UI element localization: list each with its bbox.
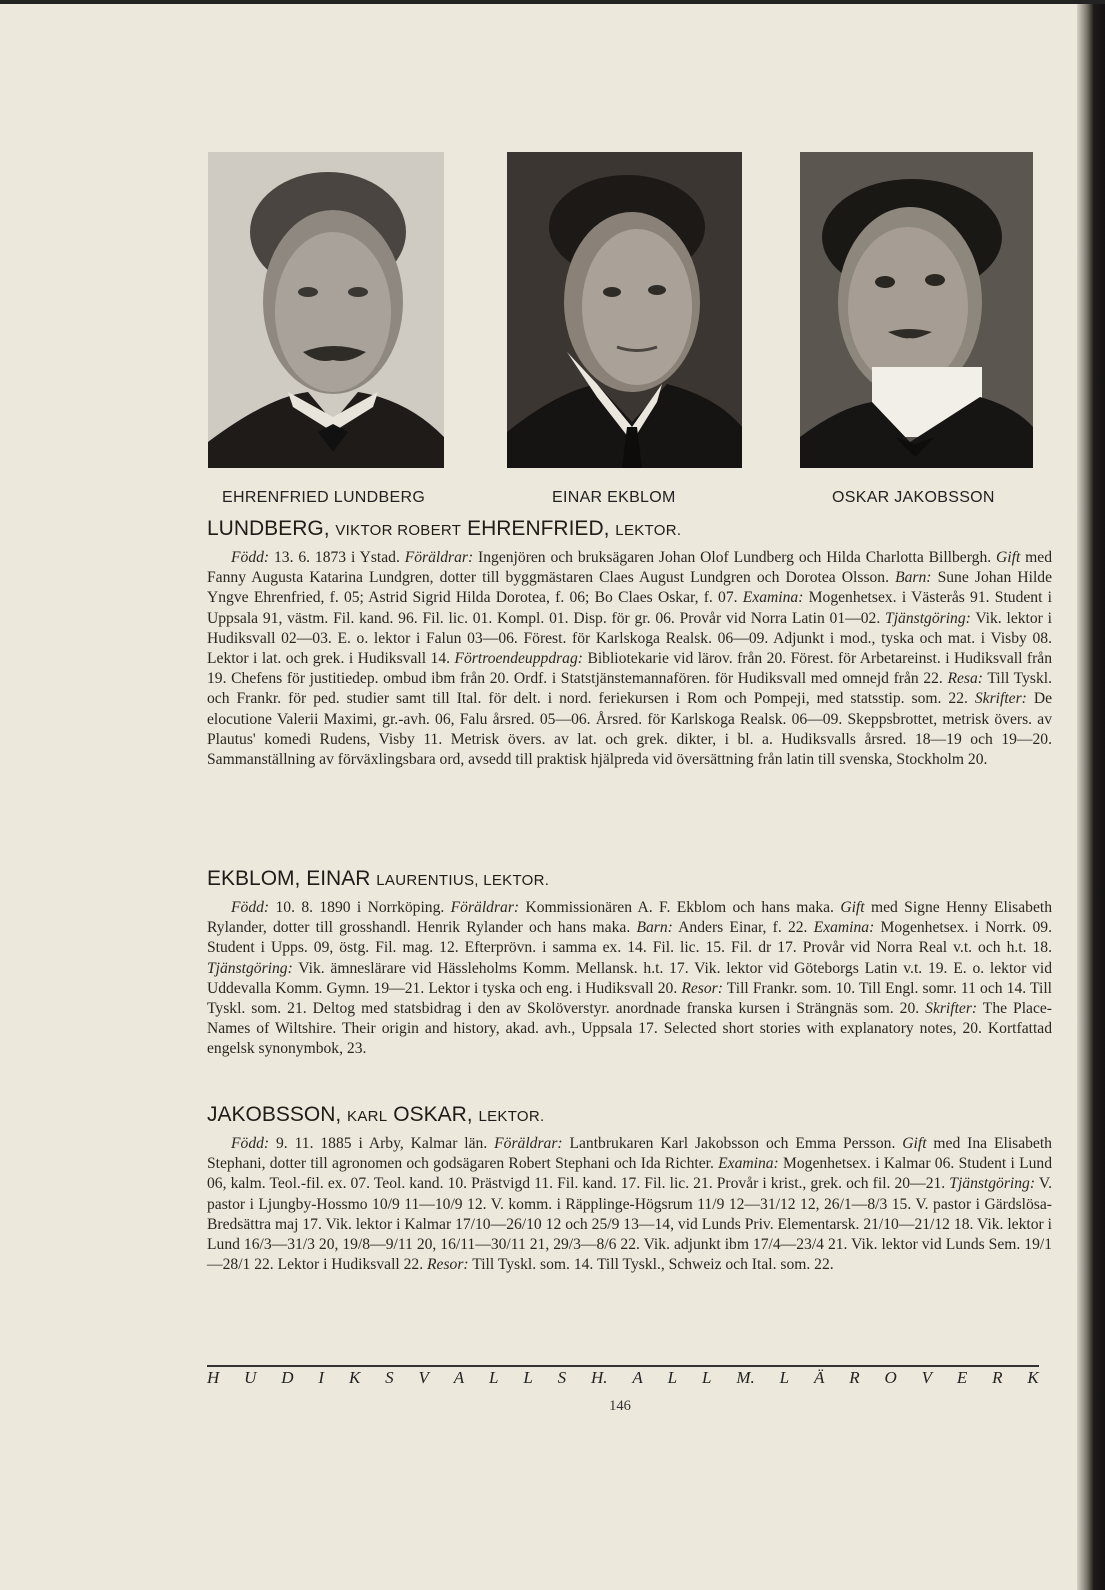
label-resor: Resor: [681,979,723,997]
footer-letter: E [956,1368,968,1387]
footer-letter: V [921,1368,932,1387]
portrait-lundberg [208,152,444,468]
text-examina: Mogenhetsex. i Norrk. 09. Student i Upps. 09, östg. Fil. mag. 12. Efterprövn. i samma ex. 14. Fil. lic. 15. Fil. dr 17. Provår vid Norra Real v.t. och h.t. 18. [207,919,1052,957]
footer-letter: H. [591,1368,608,1387]
footer-letter: K [348,1368,361,1387]
footer-letter: L [667,1368,678,1387]
portrait-ekblom [507,152,742,468]
called-name: EINAR [306,867,371,890]
text-fodd: 10. 8. 1890 i Norrköping. [269,899,451,916]
given-names: KARL [347,1108,388,1125]
footer-rule [207,1365,1039,1367]
entry-body [207,548,1052,770]
entry-body [207,898,1052,1060]
text-skrifter: De elocutione Valerii Maximi, gr.-avh. 06, Falu årsred. 05—06. Årsred. för Karlskoga Realsk. 06—09. Skeppsbrottet, metrisk övers. av Plautus' komedi Rudens, Visby 11. Metrisk övers. av lat. och grek. dikter, i bl. a. Hudiksvalls årsred. 18—19 och 19—20. Sammanställning av förväxlingsbara ord, avsedd till praktisk hjälpreda vid översättning från latin till svenska, Stockholm 20. [207,690,1052,769]
text-resor: Till Tyskl. som. 14. Till Tyskl., Schweiz och Ital. som. 22. [468,1256,834,1274]
surname: JAKOBSSON, [207,1103,342,1126]
label-gift: Gift [996,549,1021,566]
text-fodd: 13. 6. 1873 i Ystad. [269,549,405,566]
label-fodd: Född: [231,1135,270,1152]
footer-letter: I [318,1368,325,1387]
footer-letter: R [992,1368,1003,1387]
entry-heading [207,867,1052,891]
footer-letter: S [557,1368,567,1387]
label-fodd: Född: [231,549,270,566]
label-resor: Resor: [427,1256,469,1274]
label-barn: Barn: [895,569,932,587]
footer-letter: A [632,1368,643,1387]
text-examina: Mogenhetsex. i Västerås 91. Student i Uppsala 91, västm. Fil. kand. 96. Fil. lic. 01. Kompl. 01. Disp. för gr. 06. Provår vid Norra Latin 01—02. [207,589,1053,627]
footer-letter: L [779,1368,790,1387]
given-names: VIKTOR ROBERT [335,522,462,539]
footer-letter: A [453,1368,465,1387]
label-foraldrar: Föräldrar: [404,549,474,566]
text-tjanstgoring: Vik. lektor i Hudiksvall 02—03. E. o. lektor i Falun 03—06. Förest. för Karlskoga Realsk. 06—09. Adjunkt i mod., tyska och mat. i Visby 08. Lektor i lat. och grek. i Hudiksvall 14. [207,609,1052,668]
text-fortroendeuppdrag: Bibliotekarie vid lärov. från 20. Förest. för Arbetareinst. i Hudiksvall från 19. Chefens för justitiedep. ombud ibm från 20. Ordf. i Statstjänstemannafören. för Hudiksvall med omnejd från 22. [207,650,1052,688]
footer-letter: S [385,1368,394,1387]
title: LEKTOR. [615,522,682,539]
label-resa: Resa: [947,670,983,688]
text-skrifter: The Place-Names of Wiltshire. Their origin and history, akad. avh., Uppsala 17. Selected short stories with explanatory notes, 20. Kortfattad engelsk synonymbok, 23. [207,1000,1052,1058]
entry-jakobsson [207,1103,1052,1275]
footer-letter: K [1027,1368,1039,1387]
text-resa: Till Tyskl. och Frankr. för ped. studier samt till Ital. för delt. i nord. feriekursen i Rom och Pompeji, med statsstip. som. 22. [207,670,1052,708]
footer-letter: O [884,1368,897,1387]
text-tjanstgoring: Vik. ämneslärare vid Hässleholms Komm. Mellansk. h.t. 17. Vik. lektor vid Göteborgs Latin v.t. 19. E. o. lektor vid Uddevalla Komm. Gymn. 19—21. Lektor i tyska och eng. i Hudiksvall 20. [207,959,1052,997]
title: LAURENTIUS, LEKTOR. [376,872,550,889]
footer-letter: L [523,1368,533,1387]
text-foraldrar: Lantbrukaren Karl Jakobsson och Emma Persson. [562,1135,903,1152]
surname: LUNDBERG, [207,517,330,540]
label-foraldrar: Föräldrar: [450,899,520,916]
label-tjanstgoring: Tjänstgöring: [207,959,293,977]
page-number: 146 [609,1398,631,1414]
title: LEKTOR. [478,1108,545,1125]
text-tjanstgoring: V. pastor i Ljungby-Hossmo 10/9 11—10/9 12. V. komm. i Räpplinge-Högsrum 11/9 12—31/12 12, 26/1—8/3 15. V. pastor i Gärdslösa-Bredsättra maj 17. Vik. lektor i Kalmar 17/10—26/10 12 och 25/9 13—14, vid Lunds Priv. Elementarsk. 21/10—21/12 18. Vik. lektor i Lund 16/3—31/3 20, 19/8—9/11 20, 16/11—30/11 21, 29/3—8/6 22. Vik. adjunkt ibm 17/4—23/4 21. Vik. lektor vid Lunds Sem. 19/1—28/1 22. Lektor i Hudiksvall 22. [207,1175,1052,1274]
footer-letter: L [489,1368,499,1387]
called-name: OSKAR, [393,1103,473,1126]
footer-letter: U [244,1368,257,1387]
surname: EKBLOM, [207,867,301,890]
label-foraldrar: Föräldrar: [494,1135,563,1152]
top-edge [0,0,1105,4]
portrait-jakobsson [800,152,1033,468]
text-gift: med Signe Henny Elisabeth Rylander, dotter till grosshandl. Henrik Rylander och hans maka. [207,899,1053,937]
entry-lundberg [207,517,1052,770]
label-examina: Examina: [718,1155,779,1173]
footer-letter: V [418,1368,429,1387]
text-fodd: 9. 11. 1885 i Arby, Kalmar län. [269,1135,495,1152]
text-gift: med Ina Elisabeth Stephani, dotter till agronomen och godsägaren Robert Stephani och Ida Richter. [207,1135,1052,1173]
footer-letter: M. [736,1368,755,1387]
label-gift: Gift [840,899,865,916]
label-fodd: Född: [231,899,270,916]
label-barn: Barn: [636,919,673,937]
label-examina: Examina: [813,919,875,937]
label-skrifter: Skrifter: [925,1000,978,1018]
text-foraldrar: Ingenjören och bruksägaren Johan Olof Lundberg och Hilda Charlotta Billbergh. [473,549,997,566]
label-gift: Gift [902,1135,927,1152]
called-name: EHRENFRIED, [467,517,610,540]
text-gift: med Fanny Augusta Katarina Lundgren, dotter till byggmästaren Claes August Lundgren och Dorotea Olsson. [207,549,1052,587]
text-foraldrar: Kommissionären A. F. Ekblom och hans maka. [519,899,841,916]
text-barn: Anders Einar, f. 22. [672,919,814,937]
label-examina: Examina: [742,589,804,607]
label-tjanstgoring: Tjänstgöring: [885,609,971,627]
label-fortroendeuppdrag: Förtroendeuppdrag: [454,650,583,668]
entry-heading [207,1103,1052,1127]
entry-ekblom [207,867,1052,1060]
label-tjanstgoring: Tjänstgöring: [949,1175,1036,1193]
caption-ekblom: EINAR EKBLOM [552,489,676,506]
label-skrifter: Skrifter: [974,690,1027,708]
footer-letter: L [702,1368,712,1387]
footer-letter: R [849,1368,860,1387]
entry-body [207,1134,1052,1275]
caption-jakobsson: OSKAR JAKOBSSON [832,489,995,506]
entry-heading [207,517,1052,541]
running-footer [207,1368,1039,1388]
text-examina: Mogenhetsex. i Kalmar 06. Student i Lund 06, kalm. Teol.-fil. ex. 07. Teol. kand. 10. Prästvigd 11. Fil. kand. 17. Fil. lic. 21. Provår i krist., grek. och fil. 20—21. [207,1155,1052,1193]
book-spine-edge [1077,0,1105,1590]
footer-letter: D [281,1368,294,1387]
caption-lundberg: EHRENFRIED LUNDBERG [222,489,426,506]
footer-letter: H [207,1368,220,1387]
footer-letter: Ä [813,1368,825,1387]
text-resor: Till Frankr. som. 10. Till Engl. somr. 11 och 14. Till Tyskl. som. 21. Deltog med statsbidrag i den av Skolöverstyr. anordnade franska kursen i Strängnäs som. 20. [207,979,1052,1018]
text-barn: Sune Johan Hilde Yngve Ehrenfried, f. 05; Astrid Sigrid Hilda Dorotea, f. 06; Bo Claes Oskar, f. 07. [207,569,1052,607]
